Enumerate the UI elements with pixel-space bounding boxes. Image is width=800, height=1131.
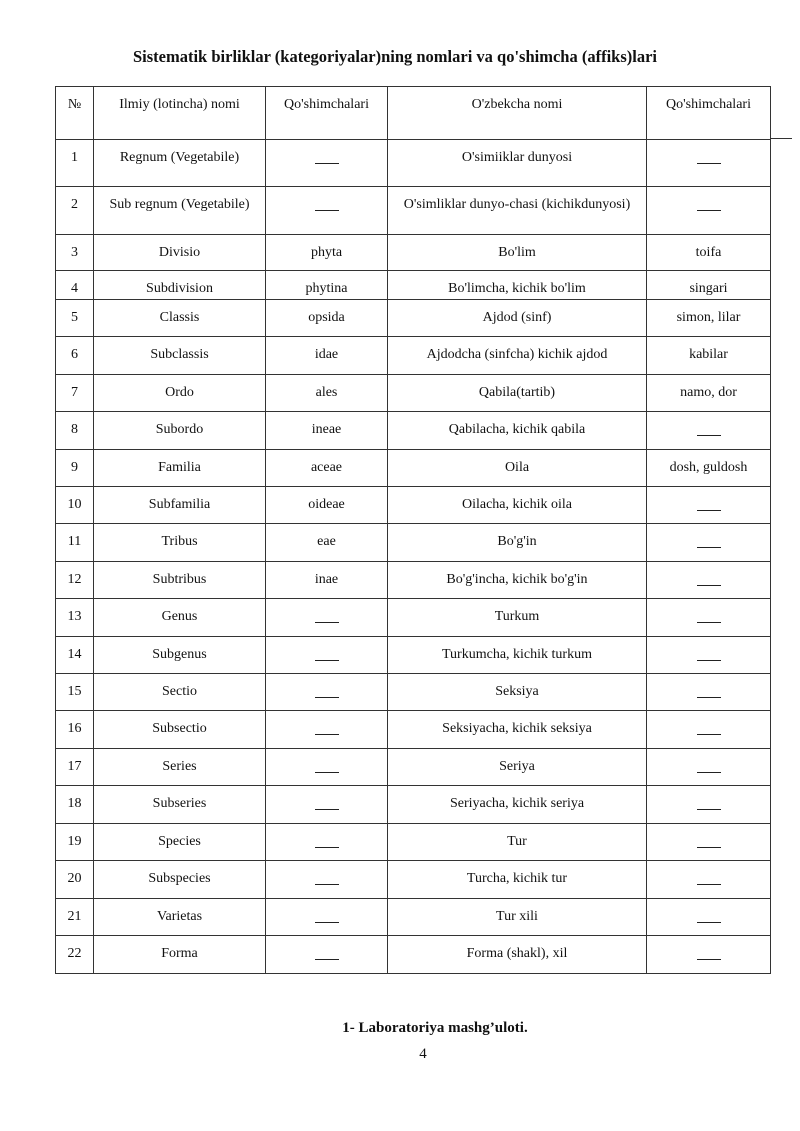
divider — [770, 138, 792, 139]
uzbek-name: Seksiya — [388, 674, 647, 711]
header-uzbek-name: O'zbekcha nomi — [388, 87, 647, 140]
uzbek-suffix — [647, 487, 771, 524]
uzbek-name: Qabilacha, kichik qabila — [388, 412, 647, 450]
uzbek-name: Seriyacha, kichik seriya — [388, 786, 647, 824]
uzbek-suffix — [647, 786, 771, 824]
latin-name: Genus — [94, 599, 266, 637]
latin-suffix — [266, 824, 388, 861]
uzbek-suffix — [647, 936, 771, 974]
latin-suffix — [266, 599, 388, 637]
table-row — [56, 936, 771, 974]
latin-suffix — [266, 899, 388, 936]
row-number: 3 — [56, 235, 94, 271]
header-latin-name: Ilmiy (lotincha) nomi — [94, 87, 266, 140]
latin-suffix — [266, 140, 388, 187]
uzbek-name: Seksiyacha, kichik seksiya — [388, 711, 647, 749]
row-number: 18 — [56, 786, 94, 824]
uzbek-name: Bo'limcha, kichik bo'lim — [388, 271, 647, 300]
row-number: 12 — [56, 562, 94, 599]
row-number: 15 — [56, 674, 94, 711]
latin-name: Subdivision — [94, 271, 266, 300]
latin-name: Familia — [94, 450, 266, 487]
row-number: 4 — [56, 271, 94, 300]
row-number: 10 — [56, 487, 94, 524]
uzbek-suffix — [647, 899, 771, 936]
latin-name: Subgenus — [94, 637, 266, 674]
uzbek-name: Forma (shakl), xil — [388, 936, 647, 974]
header-uzbek-suffix: Qo'shimchalari — [647, 87, 771, 140]
table-row — [56, 235, 771, 271]
uzbek-suffix — [647, 140, 771, 187]
row-number: 2 — [56, 187, 94, 235]
uzbek-name: Turkumcha, kichik turkum — [388, 637, 647, 674]
uzbek-suffix: singari — [647, 271, 771, 300]
latin-name: Sectio — [94, 674, 266, 711]
latin-suffix: phyta — [266, 235, 388, 271]
latin-suffix: ineae — [266, 412, 388, 450]
latin-suffix: inae — [266, 562, 388, 599]
table-row — [56, 412, 771, 450]
uzbek-suffix: kabilar — [647, 337, 771, 375]
latin-suffix — [266, 637, 388, 674]
table-row — [56, 300, 771, 337]
latin-suffix: aceae — [266, 450, 388, 487]
table-header-row — [56, 87, 771, 140]
table-row — [56, 524, 771, 562]
table-row — [56, 375, 771, 412]
uzbek-suffix: namo, dor — [647, 375, 771, 412]
latin-name: Subspecies — [94, 861, 266, 899]
table-row — [56, 861, 771, 899]
table-row — [56, 824, 771, 861]
uzbek-name: Qabila(tartib) — [388, 375, 647, 412]
row-number: 1 — [56, 140, 94, 187]
uzbek-suffix — [647, 824, 771, 861]
latin-name: Subordo — [94, 412, 266, 450]
row-number: 7 — [56, 375, 94, 412]
page-number: 4 — [419, 1046, 427, 1062]
uzbek-suffix — [647, 562, 771, 599]
latin-suffix — [266, 786, 388, 824]
latin-suffix: opsida — [266, 300, 388, 337]
latin-name: Varietas — [94, 899, 266, 936]
table-row — [56, 711, 771, 749]
latin-name: Subsectio — [94, 711, 266, 749]
latin-name: Series — [94, 749, 266, 786]
table-row — [56, 786, 771, 824]
uzbek-name: Oila — [388, 450, 647, 487]
table-row — [56, 337, 771, 375]
uzbek-name: Oilacha, kichik oila — [388, 487, 647, 524]
uzbek-name: Bo'lim — [388, 235, 647, 271]
uzbek-name: Turkum — [388, 599, 647, 637]
row-number: 5 — [56, 300, 94, 337]
uzbek-name: Bo'g'incha, kichik bo'g'in — [388, 562, 647, 599]
table-body — [56, 140, 771, 974]
row-number: 14 — [56, 637, 94, 674]
table-row — [56, 450, 771, 487]
latin-name: Subseries — [94, 786, 266, 824]
uzbek-name: Ajdod (sinf) — [388, 300, 647, 337]
latin-name: Species — [94, 824, 266, 861]
table-row — [56, 749, 771, 786]
row-number: 13 — [56, 599, 94, 637]
table-row — [56, 562, 771, 599]
row-number: 19 — [56, 824, 94, 861]
row-number: 6 — [56, 337, 94, 375]
latin-name: Forma — [94, 936, 266, 974]
row-number: 9 — [56, 450, 94, 487]
categories-table — [55, 86, 771, 974]
latin-name: Regnum (Vegetabile) — [94, 140, 266, 187]
latin-name: Ordo — [94, 375, 266, 412]
latin-suffix — [266, 936, 388, 974]
uzbek-name: Seriya — [388, 749, 647, 786]
uzbek-suffix: dosh, guldosh — [647, 450, 771, 487]
table-row — [56, 187, 771, 235]
latin-name: Subfamilia — [94, 487, 266, 524]
latin-suffix: eae — [266, 524, 388, 562]
latin-suffix: oideae — [266, 487, 388, 524]
table-row — [56, 271, 771, 300]
header-latin-suffix: Qo'shimchalari — [266, 87, 388, 140]
latin-suffix: phytina — [266, 271, 388, 300]
uzbek-name: O'simiiklar dunyosi — [388, 140, 647, 187]
row-number: 17 — [56, 749, 94, 786]
table-row — [56, 637, 771, 674]
uzbek-suffix — [647, 412, 771, 450]
latin-suffix — [266, 711, 388, 749]
table-row — [56, 487, 771, 524]
latin-name: Classis — [94, 300, 266, 337]
uzbek-name: O'simliklar dunyo-chasi (kichikdunyosi) — [388, 187, 647, 235]
uzbek-name: Turcha, kichik tur — [388, 861, 647, 899]
latin-suffix — [266, 861, 388, 899]
latin-suffix — [266, 749, 388, 786]
latin-name: Sub regnum (Vegetabile) — [94, 187, 266, 235]
uzbek-suffix — [647, 711, 771, 749]
table-row — [56, 140, 771, 187]
uzbek-suffix: toifa — [647, 235, 771, 271]
uzbek-suffix — [647, 674, 771, 711]
row-number: 11 — [56, 524, 94, 562]
latin-suffix — [266, 187, 388, 235]
row-number: 21 — [56, 899, 94, 936]
row-number: 20 — [56, 861, 94, 899]
table-row — [56, 674, 771, 711]
row-number: 8 — [56, 412, 94, 450]
header-number: № — [56, 87, 94, 140]
uzbek-name: Bo'g'in — [388, 524, 647, 562]
uzbek-suffix: simon, lilar — [647, 300, 771, 337]
row-number: 16 — [56, 711, 94, 749]
latin-suffix: idae — [266, 337, 388, 375]
uzbek-suffix — [647, 187, 771, 235]
row-number: 22 — [56, 936, 94, 974]
uzbek-suffix — [647, 524, 771, 562]
page-title: Sistematik birliklar (kategoriyalar)ning nomlari va qo'shimcha (affiks)lari — [132, 47, 658, 66]
latin-name: Subclassis — [94, 337, 266, 375]
latin-suffix: ales — [266, 375, 388, 412]
uzbek-suffix — [647, 637, 771, 674]
uzbek-suffix — [647, 749, 771, 786]
uzbek-name: Ajdodcha (sinfcha) kichik ajdod — [388, 337, 647, 375]
latin-name: Tribus — [94, 524, 266, 562]
latin-suffix — [266, 674, 388, 711]
latin-name: Subtribus — [94, 562, 266, 599]
latin-name: Divisio — [94, 235, 266, 271]
uzbek-name: Tur — [388, 824, 647, 861]
uzbek-name: Tur xili — [388, 899, 647, 936]
table-row — [56, 599, 771, 637]
uzbek-suffix — [647, 599, 771, 637]
uzbek-suffix — [647, 861, 771, 899]
section-title: 1- Laboratoriya mashg’uloti. — [342, 1020, 528, 1036]
table-row — [56, 899, 771, 936]
